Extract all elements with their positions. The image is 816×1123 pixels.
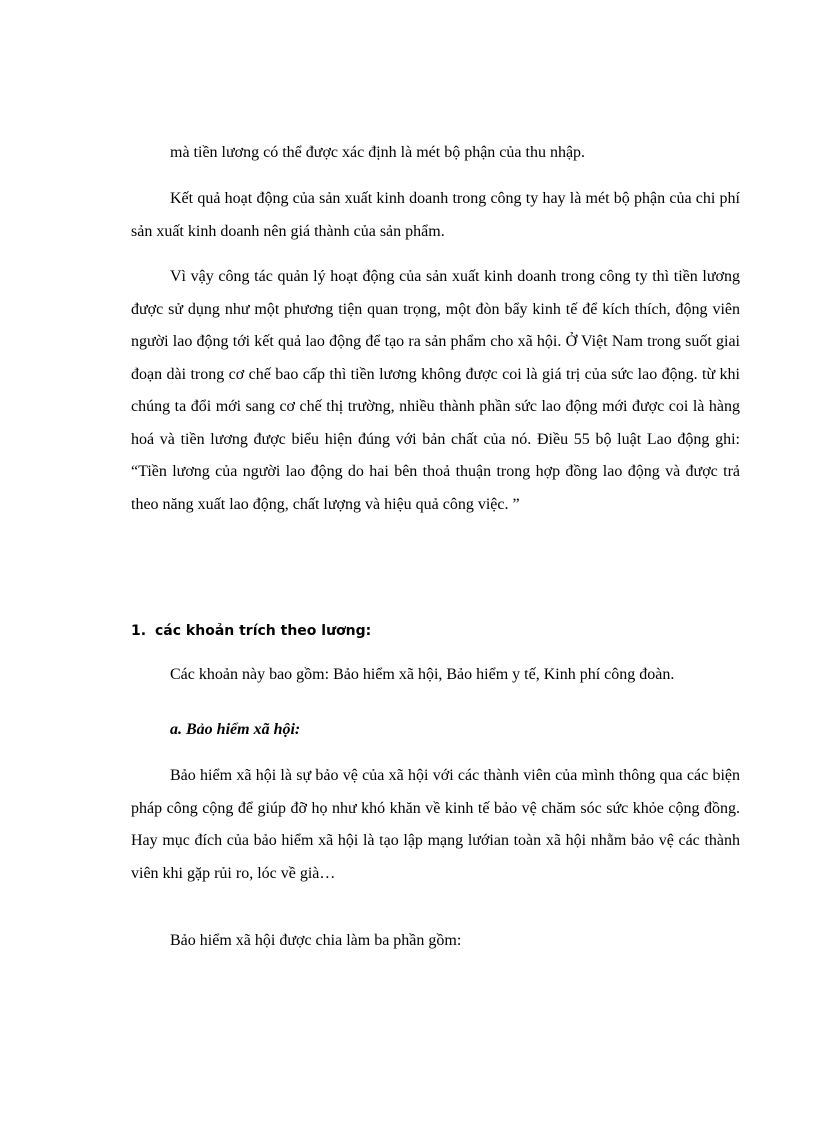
subsection-heading-social-insurance: a. Bảo hiểm xã hội: [170, 721, 301, 738]
section-heading-deductions [131, 617, 371, 645]
section-number: 1. [131, 623, 147, 639]
paragraph-wage-role: Vì vậy công tác quản lý hoạt động của sản xuất kinh doanh trong công ty thì tiền lương được sử dụng như một phương tiện quan trọng, một đòn bẩy kinh tế để kích thích, động viên người lao động tới kết quả lao động để tạo ra sản phẩm cho xã hội. Ở Việt Nam trong suốt giai đoạn dài trong cơ chế bao cấp thì tiền lương không được coi là giá trị của sức lao động. từ khi chúng ta đổi mới sang cơ chế thị trường, nhiều thành phần sức lao động mới được coi là hàng hoá và tiền lương được biểu hiện đúng với bản chất của nó. Điều 55 bộ luật Lao động ghi: “Tiền lương của người lao động do hai bên thoả thuận trong hợp đồng lao động và được trả theo năng xuất lao động, chất lượng và hiệu quả công việc. ” [131, 268, 740, 513]
paragraph-business-results: Kết quả hoạt động của sản xuất kinh doanh trong công ty hay là mét bộ phận của chi phí sản xuất kinh doanh nên giá thành của sản phẩm. [131, 190, 740, 240]
paragraph-deductions-list: Các khoản này bao gồm: Bảo hiểm xã hội, Bảo hiểm y tế, Kinh phí công đoàn. [170, 666, 675, 683]
paragraph-social-insurance-parts: Bảo hiểm xã hội được chia làm ba phần gồm: [170, 932, 462, 949]
section-title: các khoản trích theo lương: [155, 623, 372, 639]
paragraph-social-insurance-definition: Bảo hiểm xã hội là sự bảo vệ của xã hội với các thành viên của mình thông qua các biện pháp công cộng để giúp đỡ họ như khó khăn về kinh tế bảo vệ chăm sóc sức khỏe cộng đồng. Hay mục đích của bảo hiểm xã hội là tạo lập mạng lướian toàn xã hội nhằm bảo vệ các thành viên khi gặp rủi ro, lóc về già… [131, 767, 740, 882]
paragraph-continuation: mà tiền lương có thể được xác định là mét bộ phận của thu nhập. [170, 144, 586, 161]
